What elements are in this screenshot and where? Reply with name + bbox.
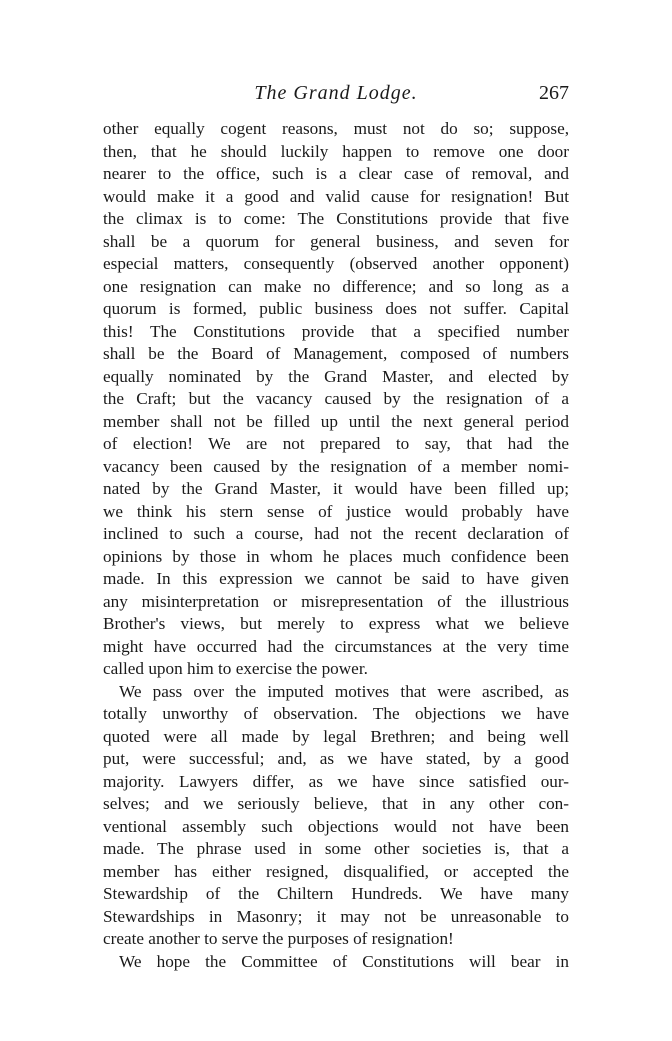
text-line: then, that he should luckily happen to remove one door [103, 141, 569, 161]
text-line: nearer to the office, such is a clear case of removal, and [103, 164, 569, 183]
text-line: especial matters, consequently (observed another opponent) [103, 254, 569, 273]
text-line: equally nominated by the Grand Master, and elected by [103, 366, 569, 386]
page-number: 267 [539, 82, 569, 104]
text-line: shall be the Board of Management, composed of numbers [103, 344, 569, 363]
text-line: Stewardships in Masonry; it may not be unreasonable to [103, 906, 569, 926]
text-line: put, were successful; and, as we have stated, by a good [103, 749, 569, 768]
text-line: majority. Lawyers differ, as we have since satisfied our- [103, 771, 569, 791]
text-line: this! The Constitutions provide that a specified number [103, 321, 569, 341]
text-line: the Craft; but the vacancy caused by the resignation of a [103, 389, 569, 408]
text-line: any misinterpretation or misrepresentation of the illustrious [103, 591, 569, 611]
text-line: might have occurred had the circumstances at the very time [103, 636, 569, 656]
text-line: one resignation can make no difference; and so long as a [103, 276, 569, 296]
text-line: opinions by those in whom he places much confidence been [103, 546, 569, 566]
text-line: create another to serve the purposes of resignation! [103, 929, 454, 948]
text-line: quorum is formed, public business does not suffer. Capital [103, 299, 569, 318]
paragraph-first-line: We pass over the imputed motives that were ascribed, as [119, 681, 569, 701]
text-line: quoted were all made by legal Brethren; and being well [103, 726, 569, 746]
text-line: totally unworthy of observation. The objections we have [103, 704, 569, 723]
text-line: would make it a good and valid cause for resignation! But [103, 186, 569, 206]
text-line: vacancy been caused by the resignation of a member nomi- [103, 456, 569, 476]
paragraph-first-line: We hope the Committee of Constitutions will bear in [119, 951, 569, 971]
text-line: member shall not be filled up until the next general period [103, 411, 569, 431]
text-line: made. The phrase used in some other societies is, that a [103, 839, 569, 858]
text-line: of election! We are not prepared to say, that had the [103, 434, 569, 453]
text-line: we think his stern sense of justice would probably have [103, 501, 569, 521]
running-title: The Grand Lodge. [254, 82, 418, 104]
body-text [103, 118, 569, 973]
text-line: nated by the Grand Master, it would have been filled up; [103, 479, 569, 498]
text-line: ventional assembly such objections would not have been [103, 816, 569, 836]
text-line: Brother's views, but merely to express what we believe [103, 614, 569, 633]
text-line: inclined to such a course, had not the recent declaration of [103, 524, 569, 543]
running-head [103, 82, 569, 110]
text-line: Stewardship of the Chiltern Hundreds. We have many [103, 884, 569, 903]
text-line: other equally cogent reasons, must not do so; suppose, [103, 119, 569, 138]
text-line: called upon him to exercise the power. [103, 659, 368, 678]
text-line: the climax is to come: The Constitutions provide that five [103, 209, 569, 228]
text-line: member has either resigned, disqualified, or accepted the [103, 861, 569, 881]
text-line: selves; and we seriously believe, that in any other con- [103, 794, 569, 813]
text-line: made. In this expression we cannot be said to have given [103, 569, 569, 588]
text-line: shall be a quorum for general business, and seven for [103, 231, 569, 251]
